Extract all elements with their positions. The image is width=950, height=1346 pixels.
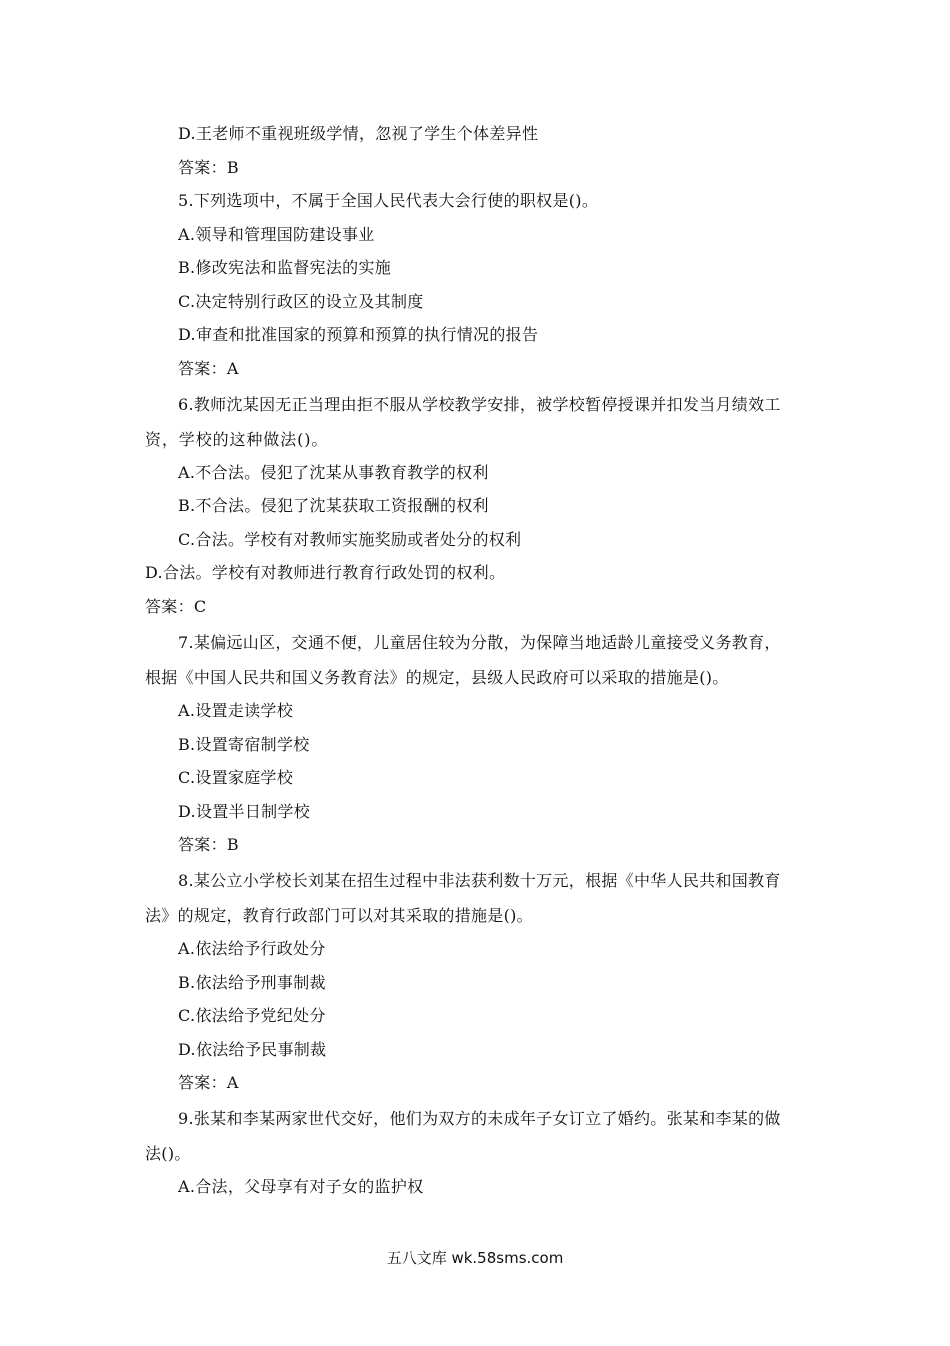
option-7d: D.设置半日制学校: [178, 802, 311, 821]
option-7c: C.设置家庭学校: [178, 768, 294, 787]
option-6d: D.合法。学校有对教师进行教育行政处罚的权利。: [145, 563, 506, 582]
option-5b: B.修改宪法和监督宪法的实施: [178, 258, 392, 277]
question-6-line-2: 资，学校的这种做法()。: [145, 430, 329, 449]
option-8a: A.依法给予行政处分: [178, 939, 326, 958]
answer-6: 答案：C: [145, 597, 207, 616]
option-5a: A.领导和管理国防建设事业: [178, 225, 375, 244]
option-6a: A.不合法。侵犯了沈某从事教育教学的权利: [178, 463, 489, 482]
answer-4: 答案：B: [178, 158, 239, 177]
page-footer-watermark: 五八文库 wk.58sms.com: [386, 1249, 564, 1267]
option-6c: C.合法。学校有对教师实施奖励或者处分的权利: [178, 530, 522, 549]
option-4d: D.王老师不重视班级学情，忽视了学生个体差异性: [178, 124, 539, 143]
question-7-line-1: 7.某偏远山区，交通不便，儿童居住较为分散，为保障当地适龄儿童接受义务教育，: [178, 633, 781, 652]
option-5c: C.决定特别行政区的设立及其制度: [178, 292, 424, 311]
question-8-line-2: 法》的规定，教育行政部门可以对其采取的措施是()。: [145, 906, 533, 925]
question-8-line-1: 8.某公立小学校长刘某在招生过程中非法获利数十万元，根据《中华人民共和国教育: [178, 871, 781, 890]
answer-5: 答案：A: [178, 359, 239, 378]
question-5: 5.下列选项中，不属于全国人民代表大会行使的职权是()。: [178, 191, 599, 210]
option-6b: B.不合法。侵犯了沈某获取工资报酬的权利: [178, 496, 489, 515]
answer-7: 答案：B: [178, 835, 239, 854]
question-9-line-1: 9.张某和李某两家世代交好，他们为双方的未成年子女订立了婚约。张某和李某的做: [178, 1109, 781, 1128]
question-9-line-2: 法()。: [145, 1144, 191, 1163]
option-9a: A.合法，父母享有对子女的监护权: [178, 1177, 424, 1196]
option-7a: A.设置走读学校: [178, 701, 294, 720]
answer-8: 答案：A: [178, 1073, 239, 1092]
question-7-line-2: 根据《中国人民共和国义务教育法》的规定，县级人民政府可以采取的措施是()。: [145, 668, 729, 687]
option-5d: D.审查和批准国家的预算和预算的执行情况的报告: [178, 325, 539, 344]
option-7b: B.设置寄宿制学校: [178, 735, 310, 754]
option-8d: D.依法给予民事制裁: [178, 1040, 327, 1059]
question-6-line-1: 6.教师沈某因无正当理由拒不服从学校教学安排，被学校暂停授课并扣发当月绩效工: [178, 395, 781, 414]
option-8b: B.依法给予刑事制裁: [178, 973, 326, 992]
option-8c: C.依法给予党纪处分: [178, 1006, 326, 1025]
